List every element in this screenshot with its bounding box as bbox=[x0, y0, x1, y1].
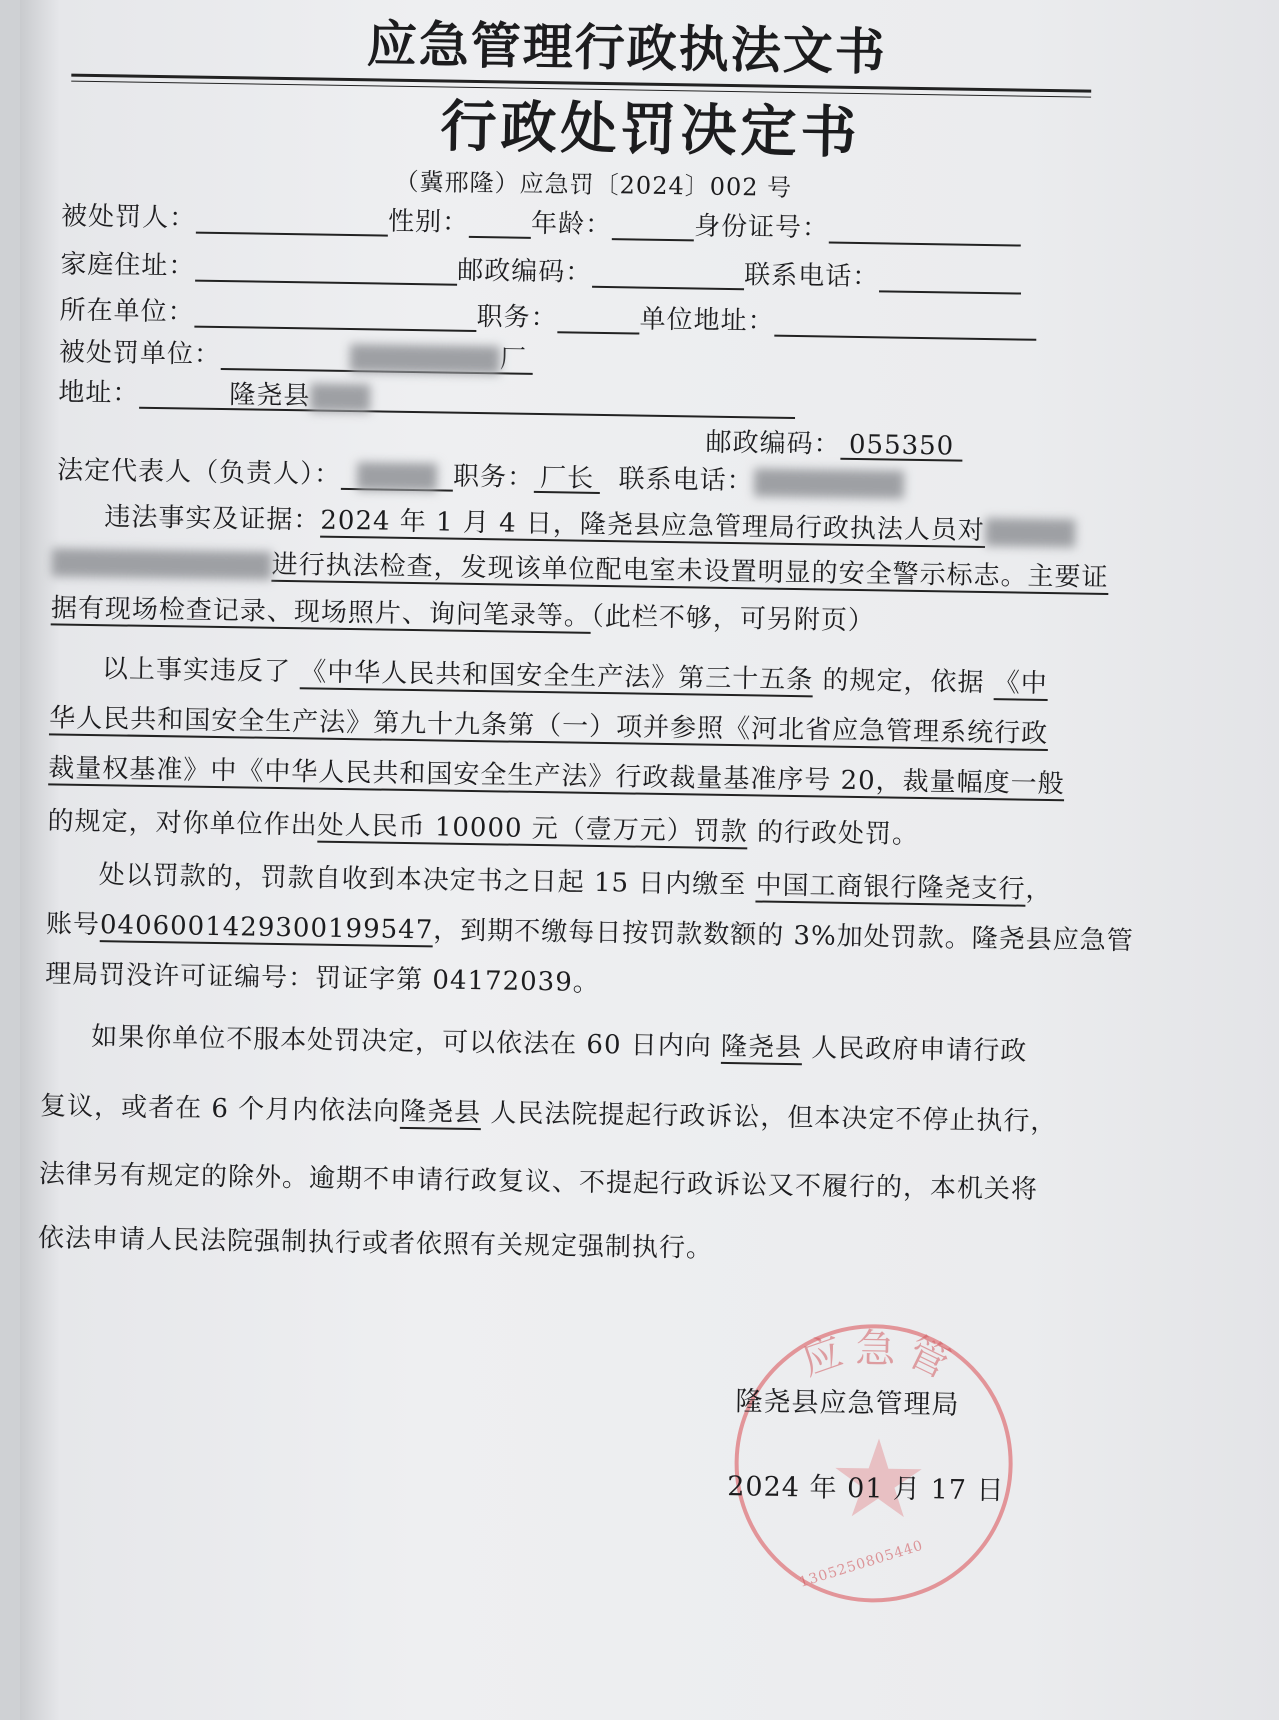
employer-field bbox=[194, 298, 476, 332]
text: 以上事实违反了 bbox=[101, 654, 292, 688]
redacted-unit bbox=[350, 344, 500, 374]
unit-field bbox=[221, 340, 533, 375]
facts-note: （此栏不够，可另附页） bbox=[590, 601, 876, 637]
penalty-amount: 处人民币 10000 元（壹万元）罚款 bbox=[317, 810, 749, 848]
address-value: 隆尧县 bbox=[229, 380, 311, 412]
account-number: 0406001429300199547 bbox=[99, 910, 434, 946]
unit-value: 厂 bbox=[499, 344, 528, 375]
row-employer bbox=[59, 295, 1036, 340]
text: 人民法院提起行政诉讼，但本决定不停止执行， bbox=[490, 1098, 1058, 1138]
phone-field bbox=[879, 262, 1021, 294]
postcode2-label: 邮政编码： bbox=[705, 427, 841, 460]
p2-line-1 bbox=[102, 654, 1048, 699]
unit-address-field bbox=[774, 307, 1036, 341]
gender-field bbox=[469, 208, 531, 239]
p4-line-4: 依法申请人民法院强制执行或者依照有关规定强制执行。 bbox=[37, 1223, 714, 1264]
person-label: 被处罚人： bbox=[60, 201, 197, 234]
rep-position-label: 职务： bbox=[452, 461, 535, 493]
row-postcode2 bbox=[705, 428, 962, 462]
person-field bbox=[196, 204, 388, 237]
home-field bbox=[195, 252, 457, 286]
signature-org: 隆尧县应急管理局 bbox=[735, 1386, 960, 1421]
address-field bbox=[139, 379, 795, 419]
seal-number: 1305250805440 bbox=[797, 1537, 926, 1591]
seal-char: 急 bbox=[855, 1326, 896, 1373]
redacted-facts bbox=[985, 518, 1075, 547]
text: 人民政府申请行政 bbox=[811, 1033, 1028, 1067]
basis-law: 《中 bbox=[993, 668, 1048, 700]
postcode-label: 邮政编码： bbox=[457, 255, 593, 288]
review-authority: 隆尧县 bbox=[720, 1031, 803, 1064]
facts-label: 违法事实及证据： bbox=[104, 502, 321, 536]
text: 处以罚款的，罚款自收到本决定书之日起 15 日内缴至 bbox=[98, 860, 747, 901]
doc-series-title: 应急管理行政执法文书 bbox=[366, 14, 888, 82]
facts-text-1: 2024 年 1 月 4 日，隆尧县应急管理局行政执法人员对 bbox=[320, 505, 986, 547]
postcode-field bbox=[592, 258, 744, 290]
rep-phone-label: 联系电话： bbox=[618, 464, 754, 497]
id-label: 身份证号： bbox=[693, 211, 830, 244]
id-field bbox=[829, 214, 1021, 247]
row-rep bbox=[57, 455, 904, 498]
home-label: 家庭住址： bbox=[60, 249, 196, 282]
rep-field bbox=[341, 460, 453, 492]
basis-law-3: 裁量权基准》中《中华人民共和国安全生产法》行政裁量基准序号 20，裁量幅度一般 bbox=[48, 753, 1065, 800]
row-address bbox=[58, 377, 795, 419]
p2-line-2 bbox=[49, 703, 1048, 749]
text: ，到期不缴每日按罚款数额的 3%加处罚款。隆尧县应急管 bbox=[433, 915, 1134, 957]
postcode2-value: 055350 bbox=[840, 430, 962, 462]
p3-line-1 bbox=[99, 860, 1053, 905]
seal-char: 应 bbox=[795, 1328, 849, 1385]
text: 的规定，依据 bbox=[822, 665, 985, 699]
facts-line-2 bbox=[51, 546, 1108, 593]
p4-line-2 bbox=[40, 1091, 1058, 1137]
phone-label: 联系电话： bbox=[744, 260, 880, 293]
text: 的规定，对你单位作出 bbox=[47, 806, 318, 841]
facts-line-1 bbox=[104, 502, 1075, 547]
doc-title: 行政处罚决定书 bbox=[440, 93, 862, 167]
text: 如果你单位不服本处罚决定，可以依法在 60 日内向 bbox=[90, 1022, 712, 1062]
position-label: 职务： bbox=[476, 302, 558, 334]
p4-line-3: 法律另有规定的除外。逾期不申请行政复议、不提起行政诉讼又不履行的，本机关将 bbox=[38, 1159, 1039, 1205]
redacted-facts-2 bbox=[51, 548, 271, 579]
doc-number: （冀邢隆）应急罚〔2024〕002 号 bbox=[394, 167, 793, 202]
text: ， bbox=[1025, 874, 1053, 906]
p4-line-1 bbox=[91, 1022, 1028, 1067]
facts-line-3 bbox=[51, 593, 875, 636]
violated-law: 《中华人民共和国安全生产法》第三十五条 bbox=[300, 657, 814, 696]
redacted-phone bbox=[753, 468, 903, 498]
redacted-rep bbox=[357, 462, 437, 491]
redacted-address bbox=[310, 383, 370, 412]
age-label: 年龄： bbox=[530, 208, 613, 241]
position-field bbox=[557, 303, 639, 334]
age-field bbox=[612, 210, 694, 241]
bank-name: 中国工商银行隆尧支行 bbox=[755, 870, 1026, 905]
court: 隆尧县 bbox=[399, 1096, 482, 1129]
rep-position-value: 厂长 bbox=[534, 463, 600, 494]
row-home bbox=[60, 249, 1021, 294]
official-seal bbox=[732, 1322, 1014, 1604]
row-unit bbox=[59, 337, 533, 374]
p3-line-3: 理局罚没许可证编号：罚证字第 04172039。 bbox=[44, 959, 600, 999]
facts-text-2: 进行执法检查，发现该单位配电室未设置明显的安全警示标志。主要证 bbox=[271, 549, 1109, 593]
unit-address-label: 单位地址： bbox=[639, 304, 775, 337]
text: 的行政处罚。 bbox=[756, 817, 920, 851]
signature-date: 2024 年 01 月 17 日 bbox=[726, 1471, 1005, 1507]
facts-text-3: 据有现场检查记录、现场照片、询问笔录等。 bbox=[50, 593, 592, 632]
text: 复议，或者在 6 个月内依法向 bbox=[39, 1091, 401, 1127]
employer-label: 所在单位： bbox=[59, 295, 195, 328]
basis-law-2: 华人民共和国安全生产法》第九十九条第（一）项并参照《河北省应急管理系统行政 bbox=[48, 703, 1049, 750]
text: 账号 bbox=[45, 909, 101, 941]
seal-char: 管 bbox=[900, 1328, 957, 1388]
p2-line-3 bbox=[48, 753, 1065, 799]
row-person bbox=[61, 201, 1021, 246]
gender-label: 性别： bbox=[387, 206, 470, 238]
unit-label: 被处罚单位： bbox=[58, 337, 222, 370]
p3-line-2 bbox=[46, 909, 1134, 956]
p2-line-4 bbox=[47, 806, 919, 850]
address-label: 地址： bbox=[58, 377, 140, 409]
rep-label: 法定代表人（负责人）： bbox=[56, 455, 342, 490]
